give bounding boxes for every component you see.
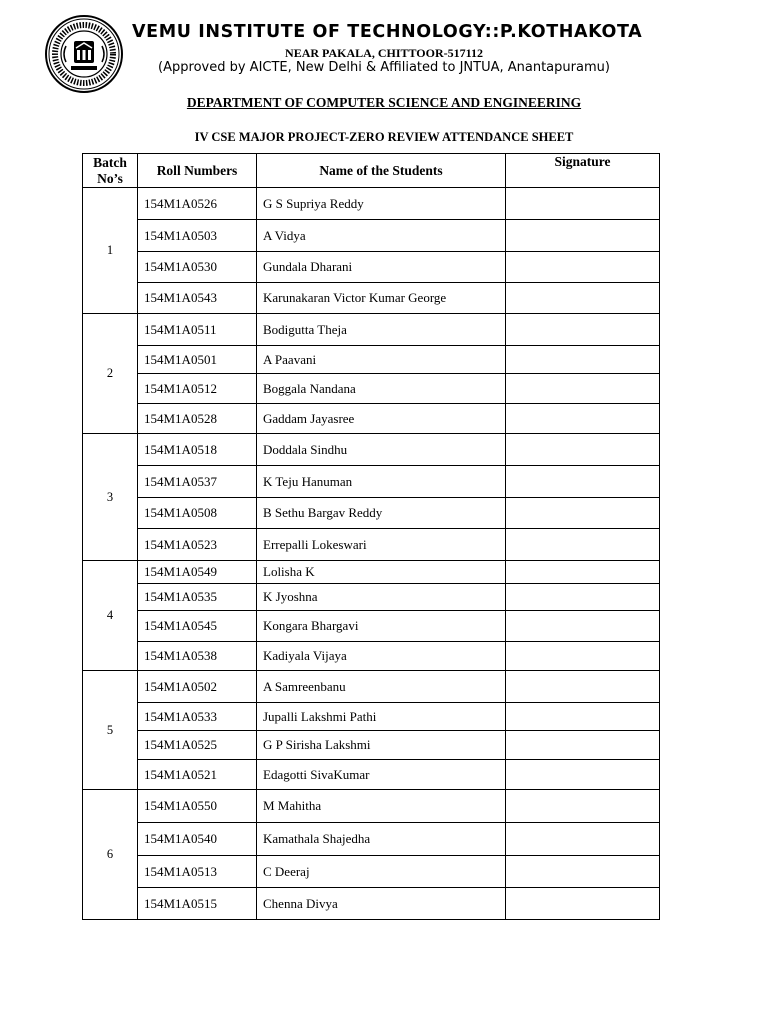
roll-number-cell: 154M1A0535: [138, 584, 257, 611]
signature-cell[interactable]: [506, 703, 660, 731]
table-row: [83, 760, 660, 790]
table-row: [83, 703, 660, 731]
name-column-header: Name of the Students: [257, 154, 506, 188]
batch-header-line1: Batch: [93, 154, 127, 170]
table-row: [83, 561, 660, 584]
signature-cell[interactable]: [506, 188, 660, 220]
signature-cell[interactable]: [506, 671, 660, 703]
batch-column-header: [83, 154, 138, 188]
roll-number-cell: 154M1A0533: [138, 703, 257, 731]
batch-number-cell: 2: [83, 314, 138, 434]
signature-cell[interactable]: [506, 561, 660, 584]
batch-number-cell: 6: [83, 790, 138, 920]
sheet-title: IV CSE MAJOR PROJECT-ZERO REVIEW ATTENDANCE SHEET: [194, 130, 574, 144]
signature-cell[interactable]: [506, 760, 660, 790]
roll-number-cell: 154M1A0540: [138, 823, 257, 856]
signature-cell[interactable]: [506, 466, 660, 498]
student-name-cell: Jupalli Lakshmi Pathi: [257, 703, 506, 731]
roll-number-cell: 154M1A0501: [138, 346, 257, 374]
table-row: [83, 220, 660, 252]
table-header-row: [83, 154, 660, 188]
roll-number-cell: 154M1A0549: [138, 561, 257, 584]
table-row: [83, 346, 660, 374]
table-row: [83, 888, 660, 920]
student-name-cell: Bodigutta Theja: [257, 314, 506, 346]
roll-number-cell: 154M1A0521: [138, 760, 257, 790]
roll-number-cell: 154M1A0525: [138, 731, 257, 760]
signature-cell[interactable]: [506, 888, 660, 920]
signature-cell[interactable]: [506, 611, 660, 642]
table-row: [83, 731, 660, 760]
student-name-cell: A Vidya: [257, 220, 506, 252]
table-row: [83, 434, 660, 466]
roll-number-cell: 154M1A0511: [138, 314, 257, 346]
signature-cell[interactable]: [506, 823, 660, 856]
student-name-cell: A Paavani: [257, 346, 506, 374]
signature-cell[interactable]: [506, 790, 660, 823]
table-row: [83, 529, 660, 561]
attendance-table: [82, 153, 660, 920]
roll-number-cell: 154M1A0508: [138, 498, 257, 529]
student-name-cell: Chenna Divya: [257, 888, 506, 920]
table-row: [83, 584, 660, 611]
table-row: [83, 283, 660, 314]
roll-number-cell: 154M1A0538: [138, 642, 257, 671]
student-name-cell: Gaddam Jayasree: [257, 404, 506, 434]
table-row: [83, 466, 660, 498]
student-name-cell: K Jyoshna: [257, 584, 506, 611]
roll-column-header: Roll Numbers: [138, 154, 257, 188]
roll-number-cell: 154M1A0537: [138, 466, 257, 498]
signature-column-header: Signature: [506, 154, 660, 188]
student-name-cell: Kadiyala Vijaya: [257, 642, 506, 671]
student-name-cell: K Teju Hanuman: [257, 466, 506, 498]
table-row: [83, 856, 660, 888]
signature-cell[interactable]: [506, 283, 660, 314]
signature-cell[interactable]: [506, 642, 660, 671]
signature-cell[interactable]: [506, 731, 660, 760]
table-row: [83, 611, 660, 642]
roll-number-cell: 154M1A0528: [138, 404, 257, 434]
roll-number-cell: 154M1A0518: [138, 434, 257, 466]
roll-number-cell: 154M1A0550: [138, 790, 257, 823]
student-name-cell: Errepalli Lokeswari: [257, 529, 506, 561]
table-row: [83, 823, 660, 856]
table-row: [83, 188, 660, 220]
roll-number-cell: 154M1A0512: [138, 374, 257, 404]
table-row: [83, 252, 660, 283]
table-row: [83, 642, 660, 671]
signature-cell[interactable]: [506, 434, 660, 466]
approval-line: (Approved by AICTE, New Delhi & Affiliated to JNTUA, Anantapuramu): [158, 60, 610, 75]
student-name-cell: G P Sirisha Lakshmi: [257, 731, 506, 760]
table-row: [83, 374, 660, 404]
batch-number-cell: 4: [83, 561, 138, 671]
student-name-cell: A Samreenbanu: [257, 671, 506, 703]
roll-number-cell: 154M1A0513: [138, 856, 257, 888]
signature-cell[interactable]: [506, 220, 660, 252]
student-name-cell: G S Supriya Reddy: [257, 188, 506, 220]
signature-cell[interactable]: [506, 374, 660, 404]
signature-cell[interactable]: [506, 404, 660, 434]
signature-cell[interactable]: [506, 584, 660, 611]
student-name-cell: Lolisha K: [257, 561, 506, 584]
student-name-cell: Karunakaran Victor Kumar George: [257, 283, 506, 314]
roll-number-cell: 154M1A0545: [138, 611, 257, 642]
department-title: DEPARTMENT OF COMPUTER SCIENCE AND ENGINEERING: [186, 95, 582, 110]
institute-name: VEMU INSTITUTE OF TECHNOLOGY::P.KOTHAKOTA: [132, 22, 643, 42]
roll-number-cell: 154M1A0530: [138, 252, 257, 283]
table-row: [83, 314, 660, 346]
table-row: [83, 404, 660, 434]
signature-cell[interactable]: [506, 252, 660, 283]
student-name-cell: Boggala Nandana: [257, 374, 506, 404]
student-name-cell: Doddala Sindhu: [257, 434, 506, 466]
batch-number-cell: 1: [83, 188, 138, 314]
signature-cell[interactable]: [506, 856, 660, 888]
institute-address: NEAR PAKALA, CHITTOOR-517112: [285, 46, 483, 60]
table-row: [83, 498, 660, 529]
student-name-cell: Kongara Bhargavi: [257, 611, 506, 642]
table-row: [83, 671, 660, 703]
roll-number-cell: 154M1A0526: [138, 188, 257, 220]
roll-number-cell: 154M1A0503: [138, 220, 257, 252]
batch-number-cell: 3: [83, 434, 138, 561]
college-seal-icon: [44, 14, 124, 94]
student-name-cell: Gundala Dharani: [257, 252, 506, 283]
table-row: [83, 790, 660, 823]
roll-number-cell: 154M1A0502: [138, 671, 257, 703]
student-name-cell: B Sethu Bargav Reddy: [257, 498, 506, 529]
batch-number-cell: 5: [83, 671, 138, 790]
signature-cell[interactable]: [506, 529, 660, 561]
signature-cell[interactable]: [506, 346, 660, 374]
student-name-cell: Edagotti SivaKumar: [257, 760, 506, 790]
batch-header-line2: No’s: [97, 170, 123, 186]
student-name-cell: Kamathala Shajedha: [257, 823, 506, 856]
roll-number-cell: 154M1A0515: [138, 888, 257, 920]
signature-cell[interactable]: [506, 314, 660, 346]
roll-number-cell: 154M1A0523: [138, 529, 257, 561]
student-name-cell: M Mahitha: [257, 790, 506, 823]
roll-number-cell: 154M1A0543: [138, 283, 257, 314]
signature-cell[interactable]: [506, 498, 660, 529]
student-name-cell: C Deeraj: [257, 856, 506, 888]
